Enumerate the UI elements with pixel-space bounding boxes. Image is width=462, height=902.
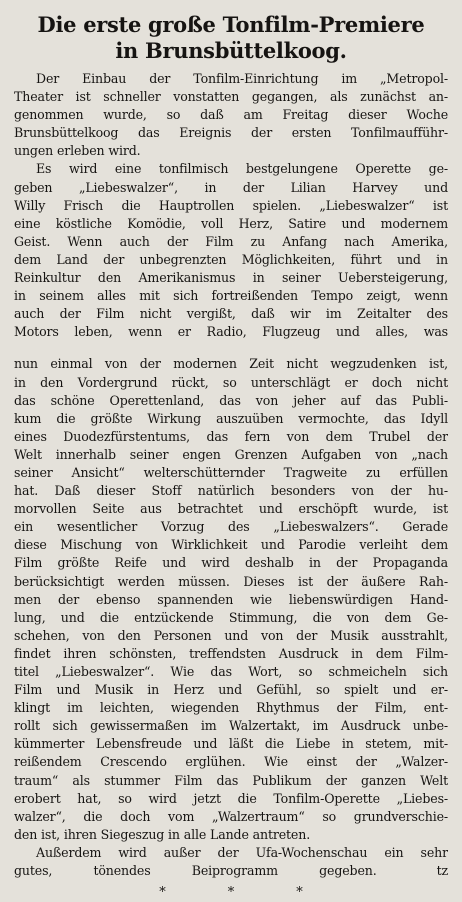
text-line: schehen, von den Personen und von der Musik ausstrahlt, xyxy=(14,627,448,643)
text-line: ungen erleben wird. xyxy=(14,143,141,159)
text-line: Film größte Reife und wird deshalb in der Propaganda xyxy=(14,555,448,571)
separator-star: * xyxy=(159,885,166,901)
text-line: lung, und die entzückende Stimmung, die von dem Ge- xyxy=(14,609,448,625)
text-line: Es wird eine tonfilmisch bestgelungene Operette ge- xyxy=(36,161,448,177)
text-line: Willy Frisch die Hauptrollen spielen. „Liebeswalzer“ ist xyxy=(14,197,448,213)
closing-line xyxy=(14,862,448,880)
text-line: Reinkultur den Amerikanismus in seiner Uebersteigerung, xyxy=(14,270,448,286)
text-line: das schöne Operettenland, das von jeher auf das Publi- xyxy=(14,392,448,408)
text-line: Welt innerhalb seiner engen Grenzen Aufgaben von „nach xyxy=(14,446,448,462)
text-line: gutes, tönendes Beiprogramm gegeben. xyxy=(14,863,377,879)
section-separator xyxy=(14,884,448,902)
paragraph-1 xyxy=(14,70,448,160)
separator-star: * xyxy=(227,885,235,901)
text-line: in den Vordergrund rückt, so unterschlägt er doch nicht xyxy=(14,374,448,390)
text-line: rollt sich gewissermaßen im Walzertakt, im Ausdruck unbe- xyxy=(14,718,448,734)
paragraph-4 xyxy=(14,844,448,880)
headline-line-2: in Brunsbüttelkoog. xyxy=(115,38,347,63)
headline xyxy=(14,12,448,64)
text-line: geben „Liebeswalzer“, in der Lilian Harvey und xyxy=(14,179,448,195)
text-line: morvollen Seite aus betrachtet und erschöpft wurde, ist xyxy=(14,501,448,517)
text-line: findet ihren schönsten, treffendsten Ausdruck in dem Film- xyxy=(14,645,448,661)
text-line: dem Land der unbegrenzten Möglichkeiten, führt und in xyxy=(14,251,448,267)
text-line: walzer“, die doch vom „Walzertraum“ so grundverschie- xyxy=(14,808,448,824)
text-line: Brunsbüttelkoog das Ereignis der ersten Tonfilmaufführ- xyxy=(14,125,448,141)
text-line: reißendem Crescendo erglühen. Wie einst der „Walzer- xyxy=(14,754,448,770)
text-line: erobert hat, so wird jetzt die Tonfilm-Operette „Liebes- xyxy=(14,790,448,806)
text-line: eine köstliche Komödie, voll Herz, Satire und modernem xyxy=(14,215,448,231)
text-line: Theater ist schneller vonstatten gegangen, als zunächst an- xyxy=(14,89,448,105)
text-line: hat. Daß dieser Stoff natürlich besonders von der hu- xyxy=(14,483,448,499)
text-line: Außerdem wird außer der Ufa-Wochenschau ein sehr xyxy=(36,844,448,860)
text-line: seiner Ansicht“ welterschütternder Tragweite zu erfüllen xyxy=(14,464,448,480)
paragraph-2 xyxy=(14,160,448,341)
text-line: eines Duodezfürstentums, das fern von dem Trubel der xyxy=(14,428,448,444)
text-line: kümmerter Lebensfreude und läßt die Liebe in stetem, mit- xyxy=(14,736,448,752)
headline-line-1: Die erste große Tonfilm-Premiere xyxy=(37,12,425,37)
text-line: Film und Musik in Herz und Gefühl, so spielt und er- xyxy=(14,682,448,698)
text-line: titel „Liebeswalzer“. Wie das Wort, so schmeicheln sich xyxy=(14,664,448,679)
separator-star: * xyxy=(296,885,303,901)
author-signature: tz xyxy=(436,863,448,879)
text-line: kum die größte Wirkung auszuüben vermochte, das Idyll xyxy=(14,410,448,426)
column-gap xyxy=(14,341,448,355)
text-line: traum“ als stummer Film das Publikum der ganzen Welt xyxy=(14,772,448,788)
text-line: den ist, ihren Siegeszug in alle Lande antreten. xyxy=(14,826,311,842)
text-line: klingt im leichten, wiegenden Rhythmus der Film, ent- xyxy=(14,700,448,716)
text-line: Der Einbau der Tonfilm-Einrichtung im „Metropol- xyxy=(36,71,448,86)
text-line: diese Mischung von Wirklichkeit und Parodie verleiht dem xyxy=(14,537,448,553)
text-line: ein wesentlicher Vorzug des „Liebeswalzers“. Gerade xyxy=(14,519,448,535)
text-line: nun einmal von der modernen Zeit nicht wegzudenken ist, xyxy=(14,356,448,372)
text-line: men der ebenso spannenden wie liebenswürdigen Hand- xyxy=(14,591,448,607)
text-line: genommen wurde, so daß am Freitag dieser Woche xyxy=(14,107,448,123)
text-line: auch der Film nicht vergißt, daß wir im Zeitalter des xyxy=(14,306,448,322)
text-line: Geist. Wenn auch der Film zu Anfang nach Amerika, xyxy=(14,233,448,249)
article-body xyxy=(14,70,448,902)
text-line: berücksichtigt werden müssen. Dieses ist der äußere Rah- xyxy=(14,573,448,589)
paragraph-3 xyxy=(14,355,448,844)
text-line: in seinem alles mit sich fortreißenden Tempo zeigt, wenn xyxy=(14,288,448,304)
text-line: Motors leben, wenn er Radio, Flugzeug und alles, was xyxy=(14,324,448,340)
